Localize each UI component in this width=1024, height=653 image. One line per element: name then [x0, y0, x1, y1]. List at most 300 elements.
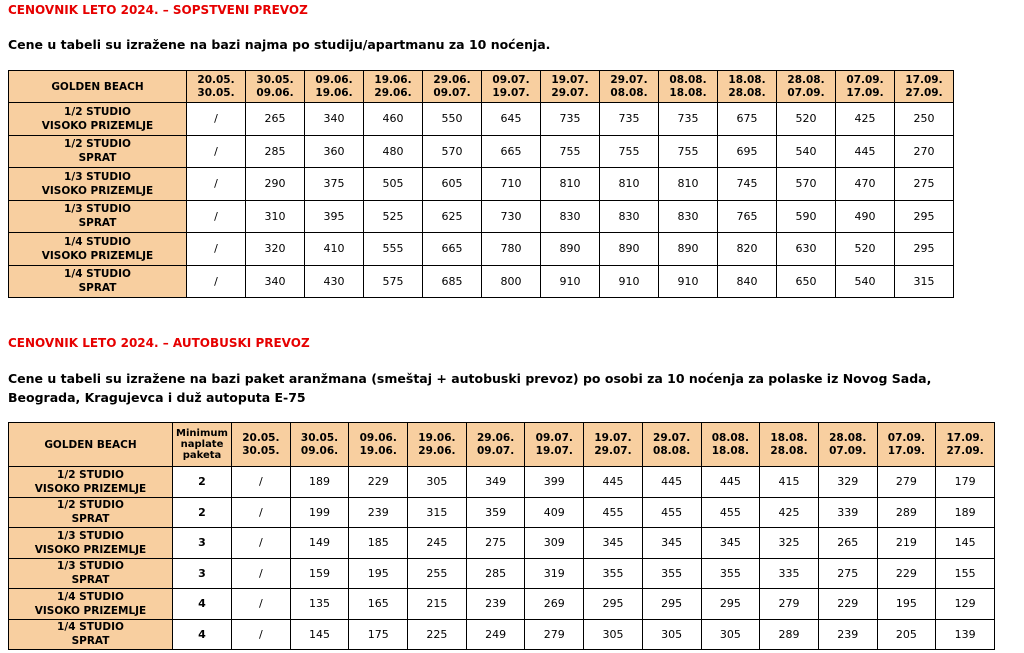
room-type: 1/3 STUDIO: [64, 170, 131, 183]
period-header: [600, 71, 659, 103]
price-cell: 525: [364, 200, 423, 233]
price-cell: 310: [246, 200, 305, 233]
period-header: [877, 423, 936, 467]
table-header-row: [9, 71, 954, 103]
room-type-label: [9, 528, 173, 559]
price-cell: 145: [936, 528, 995, 559]
price-cell: /: [232, 558, 291, 589]
period-end: 27.09.: [946, 444, 984, 457]
period-start: 19.06.: [418, 431, 456, 444]
period-header: [466, 423, 525, 467]
period-start: 29.07.: [653, 431, 691, 444]
table-row: [9, 589, 995, 620]
price-cell: 199: [290, 497, 349, 528]
period-start: 08.08.: [669, 73, 707, 86]
period-end: 29.07.: [594, 444, 632, 457]
room-type: 1/3 STUDIO: [57, 560, 124, 573]
period-end: 19.06.: [315, 86, 353, 99]
period-header: [349, 423, 408, 467]
price-cell: 409: [525, 497, 584, 528]
period-end: 28.08.: [770, 444, 808, 457]
price-cell: 189: [290, 467, 349, 498]
price-cell: 605: [423, 168, 482, 201]
period-header: [246, 71, 305, 103]
room-type-label: [9, 265, 187, 298]
price-cell: 630: [777, 233, 836, 266]
price-cell: /: [232, 497, 291, 528]
period-start: 29.06.: [476, 431, 515, 444]
period-start: 19.07.: [551, 73, 589, 86]
room-type: 1/4 STUDIO: [57, 621, 124, 634]
floor-type: VISOKO PRIZEMLJE: [34, 482, 147, 495]
price-cell: 315: [408, 497, 467, 528]
table-header-row: [9, 423, 995, 467]
price-cell: 665: [423, 233, 482, 266]
room-type: 1/4 STUDIO: [64, 268, 131, 281]
price-cell: 430: [305, 265, 364, 298]
table-row: [9, 233, 954, 266]
price-cell: 275: [818, 558, 877, 589]
period-start: 09.07.: [492, 73, 530, 86]
floor-type: SPRAT: [71, 574, 110, 587]
period-start: 07.09.: [887, 431, 925, 444]
price-cell: 480: [364, 135, 423, 168]
period-start: 29.07.: [610, 73, 648, 86]
period-end: 17.09.: [887, 444, 925, 457]
period-start: 18.08.: [728, 73, 766, 86]
room-type: 1/4 STUDIO: [57, 590, 124, 603]
room-type: 1/3 STUDIO: [57, 529, 124, 542]
price-cell: 325: [760, 528, 819, 559]
price-cell: 155: [936, 558, 995, 589]
period-header: [818, 423, 877, 467]
price-cell: 555: [364, 233, 423, 266]
price-cell: 269: [525, 589, 584, 620]
room-type: 1/2 STUDIO: [57, 499, 124, 512]
price-cell: 840: [718, 265, 777, 298]
price-cell: /: [187, 233, 246, 266]
price-cell: 279: [525, 619, 584, 650]
table-row: [9, 265, 954, 298]
price-cell: 890: [541, 233, 600, 266]
price-cell: 319: [525, 558, 584, 589]
floor-type: SPRAT: [71, 513, 110, 526]
period-start: 29.06.: [433, 73, 471, 86]
room-type-label: [9, 589, 173, 620]
period-header: [541, 71, 600, 103]
price-cell: 339: [818, 497, 877, 528]
price-cell: 445: [642, 467, 701, 498]
table-row: [9, 467, 995, 498]
period-header: [364, 71, 423, 103]
room-type: 1/2 STUDIO: [64, 105, 131, 118]
price-cell: 445: [701, 467, 760, 498]
period-end: 29.06.: [374, 86, 412, 99]
price-cell: 295: [642, 589, 701, 620]
period-start: 28.08.: [829, 431, 867, 444]
period-end: 18.08.: [669, 86, 707, 99]
price-cell: 229: [877, 558, 936, 589]
price-cell: 755: [541, 135, 600, 168]
period-start: 09.06.: [315, 73, 353, 86]
price-cell: 195: [877, 589, 936, 620]
price-cell: 239: [466, 589, 525, 620]
price-cell: 890: [659, 233, 718, 266]
price-cell: 830: [600, 200, 659, 233]
price-cell: 329: [818, 467, 877, 498]
room-type-label: [9, 497, 173, 528]
price-cell: 520: [777, 103, 836, 136]
price-cell: 345: [701, 528, 760, 559]
price-cell: 229: [349, 467, 408, 498]
price-cell: 355: [584, 558, 643, 589]
period-start: 20.05.: [242, 431, 280, 444]
price-cell: 810: [600, 168, 659, 201]
section2-title: CENOVNIK LETO 2024. – AUTOBUSKI PREVOZ: [8, 336, 310, 350]
period-start: 07.09.: [846, 73, 884, 86]
price-cell: 910: [600, 265, 659, 298]
period-header: [836, 71, 895, 103]
period-start: 17.09.: [905, 73, 943, 86]
section1-title: CENOVNIK LETO 2024. – SOPSTVENI PREVOZ: [8, 3, 308, 17]
price-cell: 279: [877, 467, 936, 498]
price-cell: 735: [600, 103, 659, 136]
table-row: [9, 103, 954, 136]
price-cell: 175: [349, 619, 408, 650]
price-cell: 129: [936, 589, 995, 620]
price-cell: 289: [760, 619, 819, 650]
price-cell: 225: [408, 619, 467, 650]
price-cell: /: [187, 265, 246, 298]
period-end: 08.08.: [610, 86, 648, 99]
price-cell: 305: [584, 619, 643, 650]
price-cell: 179: [936, 467, 995, 498]
price-cell: 315: [895, 265, 954, 298]
min-packages-value: 3: [173, 558, 232, 589]
period-end: 09.07.: [476, 444, 515, 457]
period-end: 09.06.: [256, 86, 294, 99]
price-cell: 205: [877, 619, 936, 650]
floor-type: SPRAT: [78, 282, 117, 295]
price-cell: 285: [246, 135, 305, 168]
section2-description: [8, 369, 931, 407]
min-packages-value: 3: [173, 528, 232, 559]
price-cell: 335: [760, 558, 819, 589]
price-cell: 159: [290, 558, 349, 589]
floor-type: VISOKO PRIZEMLJE: [34, 604, 147, 617]
price-cell: 415: [760, 467, 819, 498]
price-cell: 250: [895, 103, 954, 136]
price-cell: 710: [482, 168, 541, 201]
room-type-label: [9, 558, 173, 589]
price-cell: 355: [642, 558, 701, 589]
room-type-label: [9, 200, 187, 233]
price-cell: /: [232, 589, 291, 620]
price-cell: 360: [305, 135, 364, 168]
min-header-line: naplate: [180, 439, 224, 450]
price-cell: 375: [305, 168, 364, 201]
period-start: 09.07.: [535, 431, 573, 444]
table-row: [9, 619, 995, 650]
price-cell: 195: [349, 558, 408, 589]
period-start: 19.06.: [374, 73, 412, 86]
price-cell: 165: [349, 589, 408, 620]
floor-type: SPRAT: [78, 217, 117, 230]
period-start: 30.05.: [256, 73, 294, 86]
price-cell: 455: [584, 497, 643, 528]
price-table-bus-transport: [8, 422, 995, 650]
price-cell: 295: [895, 200, 954, 233]
min-header-line: Minimum: [176, 428, 228, 439]
floor-type: SPRAT: [78, 152, 117, 165]
price-cell: 149: [290, 528, 349, 559]
room-type: 1/3 STUDIO: [64, 203, 131, 216]
room-type-label: [9, 103, 187, 136]
price-cell: 145: [290, 619, 349, 650]
section2-description-line1: Cene u tabeli su izražene na bazi paket aranžmana (smeštaj + autobuski prevoz) po osobi za 10 noćenja za polaske iz Novog Sada,: [8, 371, 932, 386]
price-cell: 540: [836, 265, 895, 298]
price-cell: 275: [466, 528, 525, 559]
period-end: 07.09.: [787, 86, 825, 99]
price-cell: 295: [701, 589, 760, 620]
room-type-label: [9, 467, 173, 498]
price-cell: 139: [936, 619, 995, 650]
price-cell: 890: [600, 233, 659, 266]
period-end: 07.09.: [829, 444, 867, 457]
min-header-line: paketa: [182, 450, 222, 461]
price-cell: 755: [659, 135, 718, 168]
price-cell: 570: [777, 168, 836, 201]
period-start: 18.08.: [770, 431, 808, 444]
price-cell: /: [187, 168, 246, 201]
price-cell: 540: [777, 135, 836, 168]
table-row: [9, 135, 954, 168]
price-cell: 340: [305, 103, 364, 136]
period-end: 19.07.: [492, 86, 530, 99]
price-cell: /: [187, 135, 246, 168]
price-cell: /: [232, 467, 291, 498]
price-cell: 575: [364, 265, 423, 298]
room-type: 1/2 STUDIO: [57, 468, 124, 481]
period-header: [895, 71, 954, 103]
price-cell: 645: [482, 103, 541, 136]
period-start: 19.07.: [594, 431, 632, 444]
period-start: 30.05.: [300, 431, 339, 444]
price-cell: 239: [818, 619, 877, 650]
price-cell: 830: [541, 200, 600, 233]
floor-type: VISOKO PRIZEMLJE: [41, 184, 154, 197]
period-start: 08.08.: [711, 431, 749, 444]
price-cell: 665: [482, 135, 541, 168]
price-cell: 455: [701, 497, 760, 528]
period-end: 28.08.: [728, 86, 766, 99]
table-row: [9, 558, 995, 589]
price-cell: 780: [482, 233, 541, 266]
section2-description-line2: Beograda, Kragujevca i duž autoputa E-75: [8, 390, 306, 405]
period-start: 17.09.: [946, 431, 984, 444]
price-cell: 239: [349, 497, 408, 528]
period-header: [408, 423, 467, 467]
room-type: 1/4 STUDIO: [64, 235, 131, 248]
price-cell: 215: [408, 589, 467, 620]
period-header: [305, 71, 364, 103]
price-cell: 695: [718, 135, 777, 168]
price-cell: 590: [777, 200, 836, 233]
period-header: [423, 71, 482, 103]
price-cell: 340: [246, 265, 305, 298]
section1-description: Cene u tabeli su izražene na bazi najma po studiju/apartmanu za 10 noćenja.: [8, 37, 551, 52]
price-cell: 285: [466, 558, 525, 589]
price-cell: 470: [836, 168, 895, 201]
price-cell: 320: [246, 233, 305, 266]
price-cell: 910: [541, 265, 600, 298]
period-end: 19.07.: [535, 444, 573, 457]
period-header: [232, 423, 291, 467]
price-cell: 265: [246, 103, 305, 136]
price-cell: 810: [541, 168, 600, 201]
corner-label: GOLDEN BEACH: [9, 423, 173, 467]
room-type-label: [9, 135, 187, 168]
price-cell: 445: [584, 467, 643, 498]
min-packages-header: [173, 423, 232, 467]
price-cell: 305: [701, 619, 760, 650]
price-cell: 570: [423, 135, 482, 168]
price-cell: 910: [659, 265, 718, 298]
price-cell: 349: [466, 467, 525, 498]
period-end: 19.06.: [359, 444, 397, 457]
period-end: 29.06.: [418, 444, 456, 457]
price-cell: 219: [877, 528, 936, 559]
price-cell: 275: [895, 168, 954, 201]
period-start: 20.05.: [197, 73, 235, 86]
period-start: 28.08.: [787, 73, 825, 86]
corner-label: GOLDEN BEACH: [9, 71, 187, 103]
room-type-label: [9, 233, 187, 266]
price-cell: 410: [305, 233, 364, 266]
price-cell: 305: [408, 467, 467, 498]
price-cell: 830: [659, 200, 718, 233]
table-row: [9, 497, 995, 528]
floor-type: VISOKO PRIZEMLJE: [41, 119, 154, 132]
price-cell: 279: [760, 589, 819, 620]
price-cell: 309: [525, 528, 584, 559]
price-cell: 345: [584, 528, 643, 559]
price-cell: 505: [364, 168, 423, 201]
price-cell: 765: [718, 200, 777, 233]
price-cell: 305: [642, 619, 701, 650]
price-cell: 675: [718, 103, 777, 136]
price-cell: 265: [818, 528, 877, 559]
period-header: [187, 71, 246, 103]
price-cell: 730: [482, 200, 541, 233]
price-cell: 295: [584, 589, 643, 620]
price-cell: 399: [525, 467, 584, 498]
room-type-label: [9, 619, 173, 650]
period-header: [760, 423, 819, 467]
period-end: 29.07.: [551, 86, 589, 99]
price-cell: 290: [246, 168, 305, 201]
table-row: [9, 528, 995, 559]
period-end: 09.06.: [300, 444, 339, 457]
price-table-own-transport: [8, 70, 954, 298]
price-cell: 550: [423, 103, 482, 136]
price-cell: /: [187, 103, 246, 136]
period-header: [525, 423, 584, 467]
price-cell: 685: [423, 265, 482, 298]
price-cell: /: [232, 619, 291, 650]
period-end: 18.08.: [711, 444, 749, 457]
price-cell: 800: [482, 265, 541, 298]
price-cell: 295: [895, 233, 954, 266]
period-end: 08.08.: [653, 444, 691, 457]
price-cell: 229: [818, 589, 877, 620]
price-cell: 255: [408, 558, 467, 589]
price-cell: 395: [305, 200, 364, 233]
period-header: [659, 71, 718, 103]
room-type: 1/2 STUDIO: [64, 138, 131, 151]
price-cell: 820: [718, 233, 777, 266]
price-cell: /: [187, 200, 246, 233]
price-cell: 490: [836, 200, 895, 233]
price-cell: /: [232, 528, 291, 559]
period-end: 30.05.: [242, 444, 280, 457]
period-header: [584, 423, 643, 467]
price-cell: 455: [642, 497, 701, 528]
floor-type: VISOKO PRIZEMLJE: [34, 543, 147, 556]
period-end: 09.07.: [433, 86, 471, 99]
price-cell: 359: [466, 497, 525, 528]
price-cell: 425: [760, 497, 819, 528]
period-header: [777, 71, 836, 103]
price-cell: 135: [290, 589, 349, 620]
period-header: [936, 423, 995, 467]
table-row: [9, 168, 954, 201]
price-cell: 355: [701, 558, 760, 589]
price-cell: 289: [877, 497, 936, 528]
price-cell: 810: [659, 168, 718, 201]
price-cell: 520: [836, 233, 895, 266]
min-packages-value: 4: [173, 589, 232, 620]
floor-type: VISOKO PRIZEMLJE: [41, 249, 154, 262]
price-cell: 755: [600, 135, 659, 168]
period-header: [482, 71, 541, 103]
period-header: [701, 423, 760, 467]
table-row: [9, 200, 954, 233]
period-end: 30.05.: [197, 86, 235, 99]
period-header: [642, 423, 701, 467]
price-cell: 270: [895, 135, 954, 168]
min-packages-value: 4: [173, 619, 232, 650]
price-cell: 345: [642, 528, 701, 559]
min-packages-value: 2: [173, 497, 232, 528]
period-header: [718, 71, 777, 103]
price-cell: 425: [836, 103, 895, 136]
price-cell: 460: [364, 103, 423, 136]
price-cell: 445: [836, 135, 895, 168]
period-start: 09.06.: [359, 431, 397, 444]
period-end: 17.09.: [846, 86, 884, 99]
price-cell: 245: [408, 528, 467, 559]
price-cell: 249: [466, 619, 525, 650]
floor-type: SPRAT: [71, 635, 110, 648]
min-packages-value: 2: [173, 467, 232, 498]
room-type-label: [9, 168, 187, 201]
period-header: [290, 423, 349, 467]
price-cell: 185: [349, 528, 408, 559]
price-cell: 625: [423, 200, 482, 233]
price-cell: 735: [541, 103, 600, 136]
period-end: 27.09.: [905, 86, 943, 99]
